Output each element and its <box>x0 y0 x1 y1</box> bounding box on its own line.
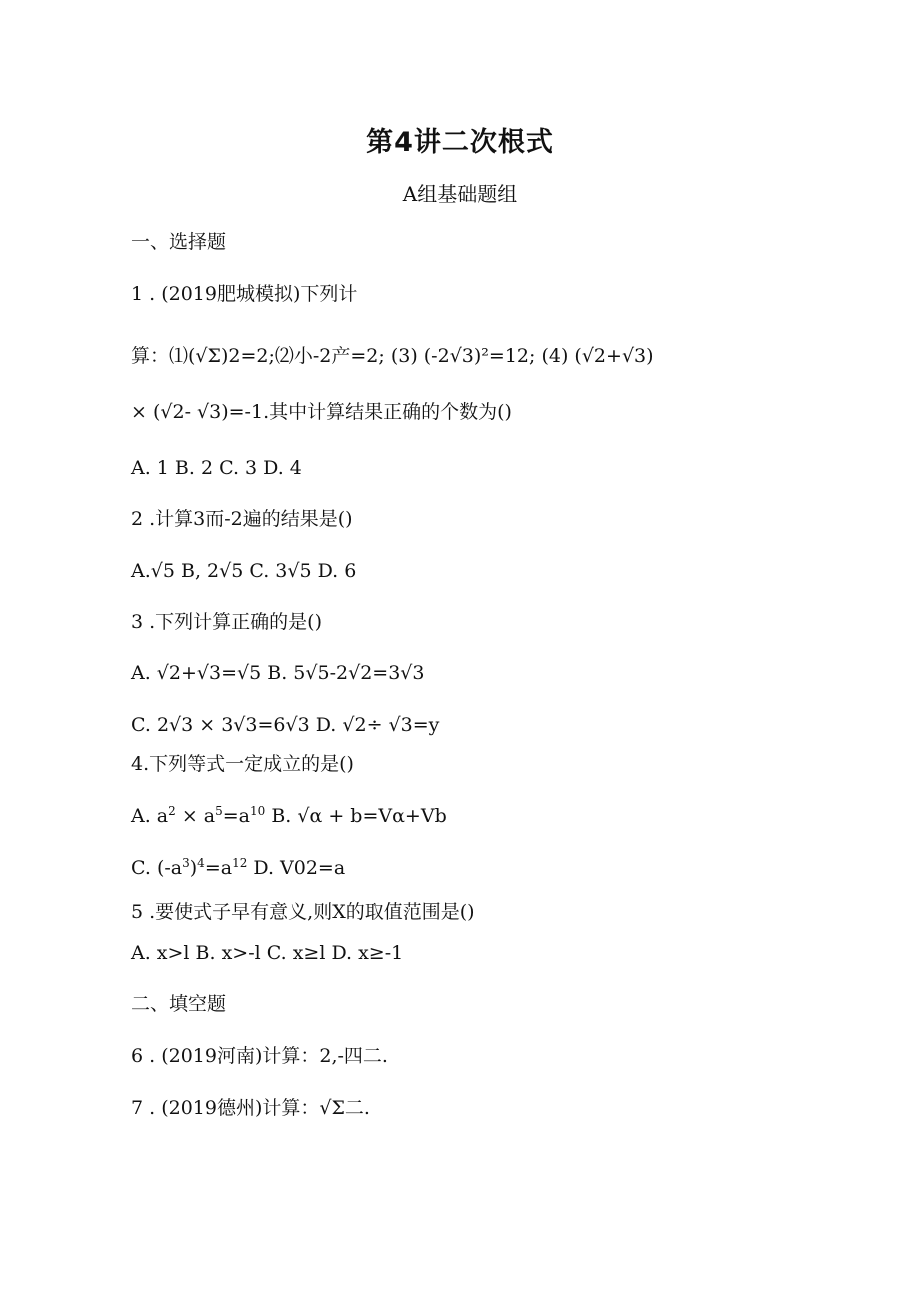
question-6-stem: 6 . (2019河南)计算：2,-四二. <box>131 1045 388 1067</box>
question-2-options: A.√5 B, 2√5 C. 3√5 D. 6 <box>131 560 357 582</box>
q4-c-exp-3: 12 <box>232 856 248 870</box>
q4-c-exp-1: 3 <box>182 856 190 870</box>
q4-c-text-1: C. (-a <box>131 857 183 879</box>
question-3-stem: 3 .下列计算正确的是() <box>131 611 322 633</box>
question-4-options-ab <box>131 805 447 828</box>
section-heading-fill: 二、填空题 <box>131 993 227 1015</box>
page-title: 第4讲二次根式 <box>366 127 554 158</box>
question-3-options-ab: A. √2+√3=√5 B. 5√5-2√2=3√3 <box>131 662 425 684</box>
q4-c-exp-2: 4 <box>197 856 205 870</box>
page-subtitle: A组基础题组 <box>402 182 518 206</box>
q4-a-exp-3: 10 <box>250 804 266 818</box>
question-1-line-2: 算：⑴(√Σ)2=2;⑵小-2产=2; (3) (-2√3)²=12; (4) (√2+√3) <box>131 345 654 367</box>
q4-c-text-3: =a <box>204 857 233 879</box>
q4-a-exp-1: 2 <box>168 804 176 818</box>
question-7-stem: 7 . (2019德州)计算：√Σ二. <box>131 1097 370 1119</box>
question-5-options: A. x>l B. x>-l C. x≥l D. x≥-1 <box>131 942 404 964</box>
question-1-line-3: × (√2- √3)=-1.其中计算结果正确的个数为() <box>131 401 512 423</box>
q4-a-text-2: × a <box>175 805 216 827</box>
question-1-line-1: 1 . (2019肥城模拟)下列计 <box>131 283 358 305</box>
question-4-stem: 4.下列等式一定成立的是() <box>131 753 354 775</box>
q4-c-text-2: ) <box>189 857 198 879</box>
question-5-stem: 5 .要使式子早有意义,则X的取值范围是() <box>131 901 475 923</box>
q4-b-text: B. √α + b=Vα+Vb <box>265 805 447 827</box>
q4-a-text-3: =a <box>222 805 250 827</box>
question-1-options: A. 1 B. 2 C. 3 D. 4 <box>131 457 302 479</box>
question-4-options-cd <box>131 857 345 880</box>
q4-a-text-1: A. a <box>131 805 169 827</box>
question-3-options-cd: C. 2√3 × 3√3=6√3 D. √2÷ √3=y <box>131 714 440 736</box>
question-2-stem: 2 .计算3而-2遍的结果是() <box>131 508 353 530</box>
q4-a-exp-2: 5 <box>215 804 223 818</box>
section-heading-choice: 一、选择题 <box>131 231 227 253</box>
q4-d-text: D. V02=a <box>247 857 346 879</box>
